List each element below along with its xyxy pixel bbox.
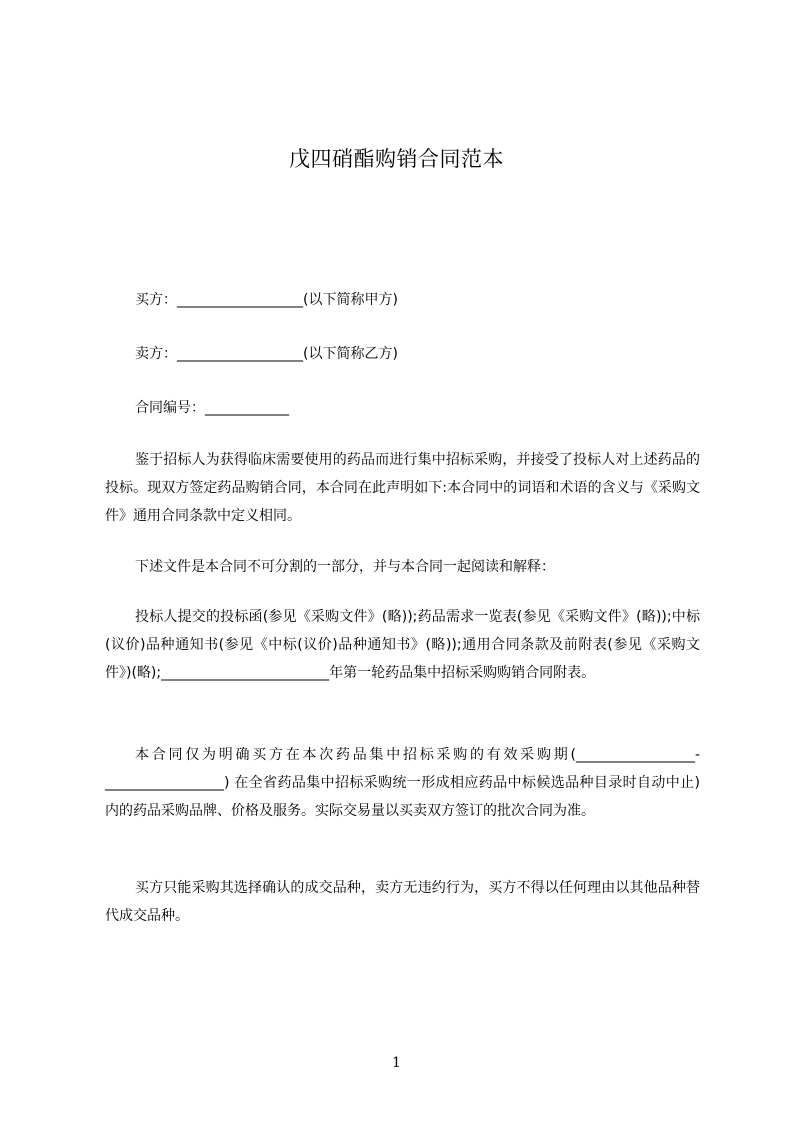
buyer-line: 买方：__________________(以下简称甲方)	[135, 292, 398, 308]
paragraph-substitution: 买方只能采购其选择确认的成交品种，卖方无违约行为，买方不得以任何理由以其他品种替代成交品种。	[105, 880, 700, 924]
paragraph-preamble: 鉴于招标人为获得临床需要使用的药品而进行集中招标采购，并接受了投标人对上述药品的投标。现双方签定药品购销合同，本合同在此声明如下:本合同中的词语和术语的含义与《采购文件》通用合同条款中定义相同。	[105, 452, 700, 524]
paragraph-documents-list: 投标人提交的投标函(参见《采购文件》(略));药品需求一览表(参见《采购文件》(略));中标(议价)品种通知书(参见《中标(议价)品种通知书》(略));通用合同条款及前附表(参见《采购文件》)(略);________________________年第一轮药品集中招标采购购销合同附表。	[105, 609, 700, 681]
page-number: 1	[392, 1055, 401, 1071]
paragraph-documents-intro: 下述文件是本合同不可分割的一部分，并与本合同一起阅读和解释：	[135, 559, 555, 575]
paragraph-scope: 本合同仅为明确买方在本次药品集中招标采购的有效采购期(_________________-_________________) 在全省药品集中招标采购统一形成相应药品中标候选品种目录时自动中止)内的药品采购品牌、价格及服务。实际交易量以买卖双方签订的批次合同为准。	[105, 747, 700, 819]
contract-number-line: 合同编号：____________	[135, 400, 289, 416]
seller-line: 卖方：__________________(以下简称乙方)	[135, 346, 398, 362]
document-title: 戊四硝酯购销合同范本	[289, 147, 504, 171]
